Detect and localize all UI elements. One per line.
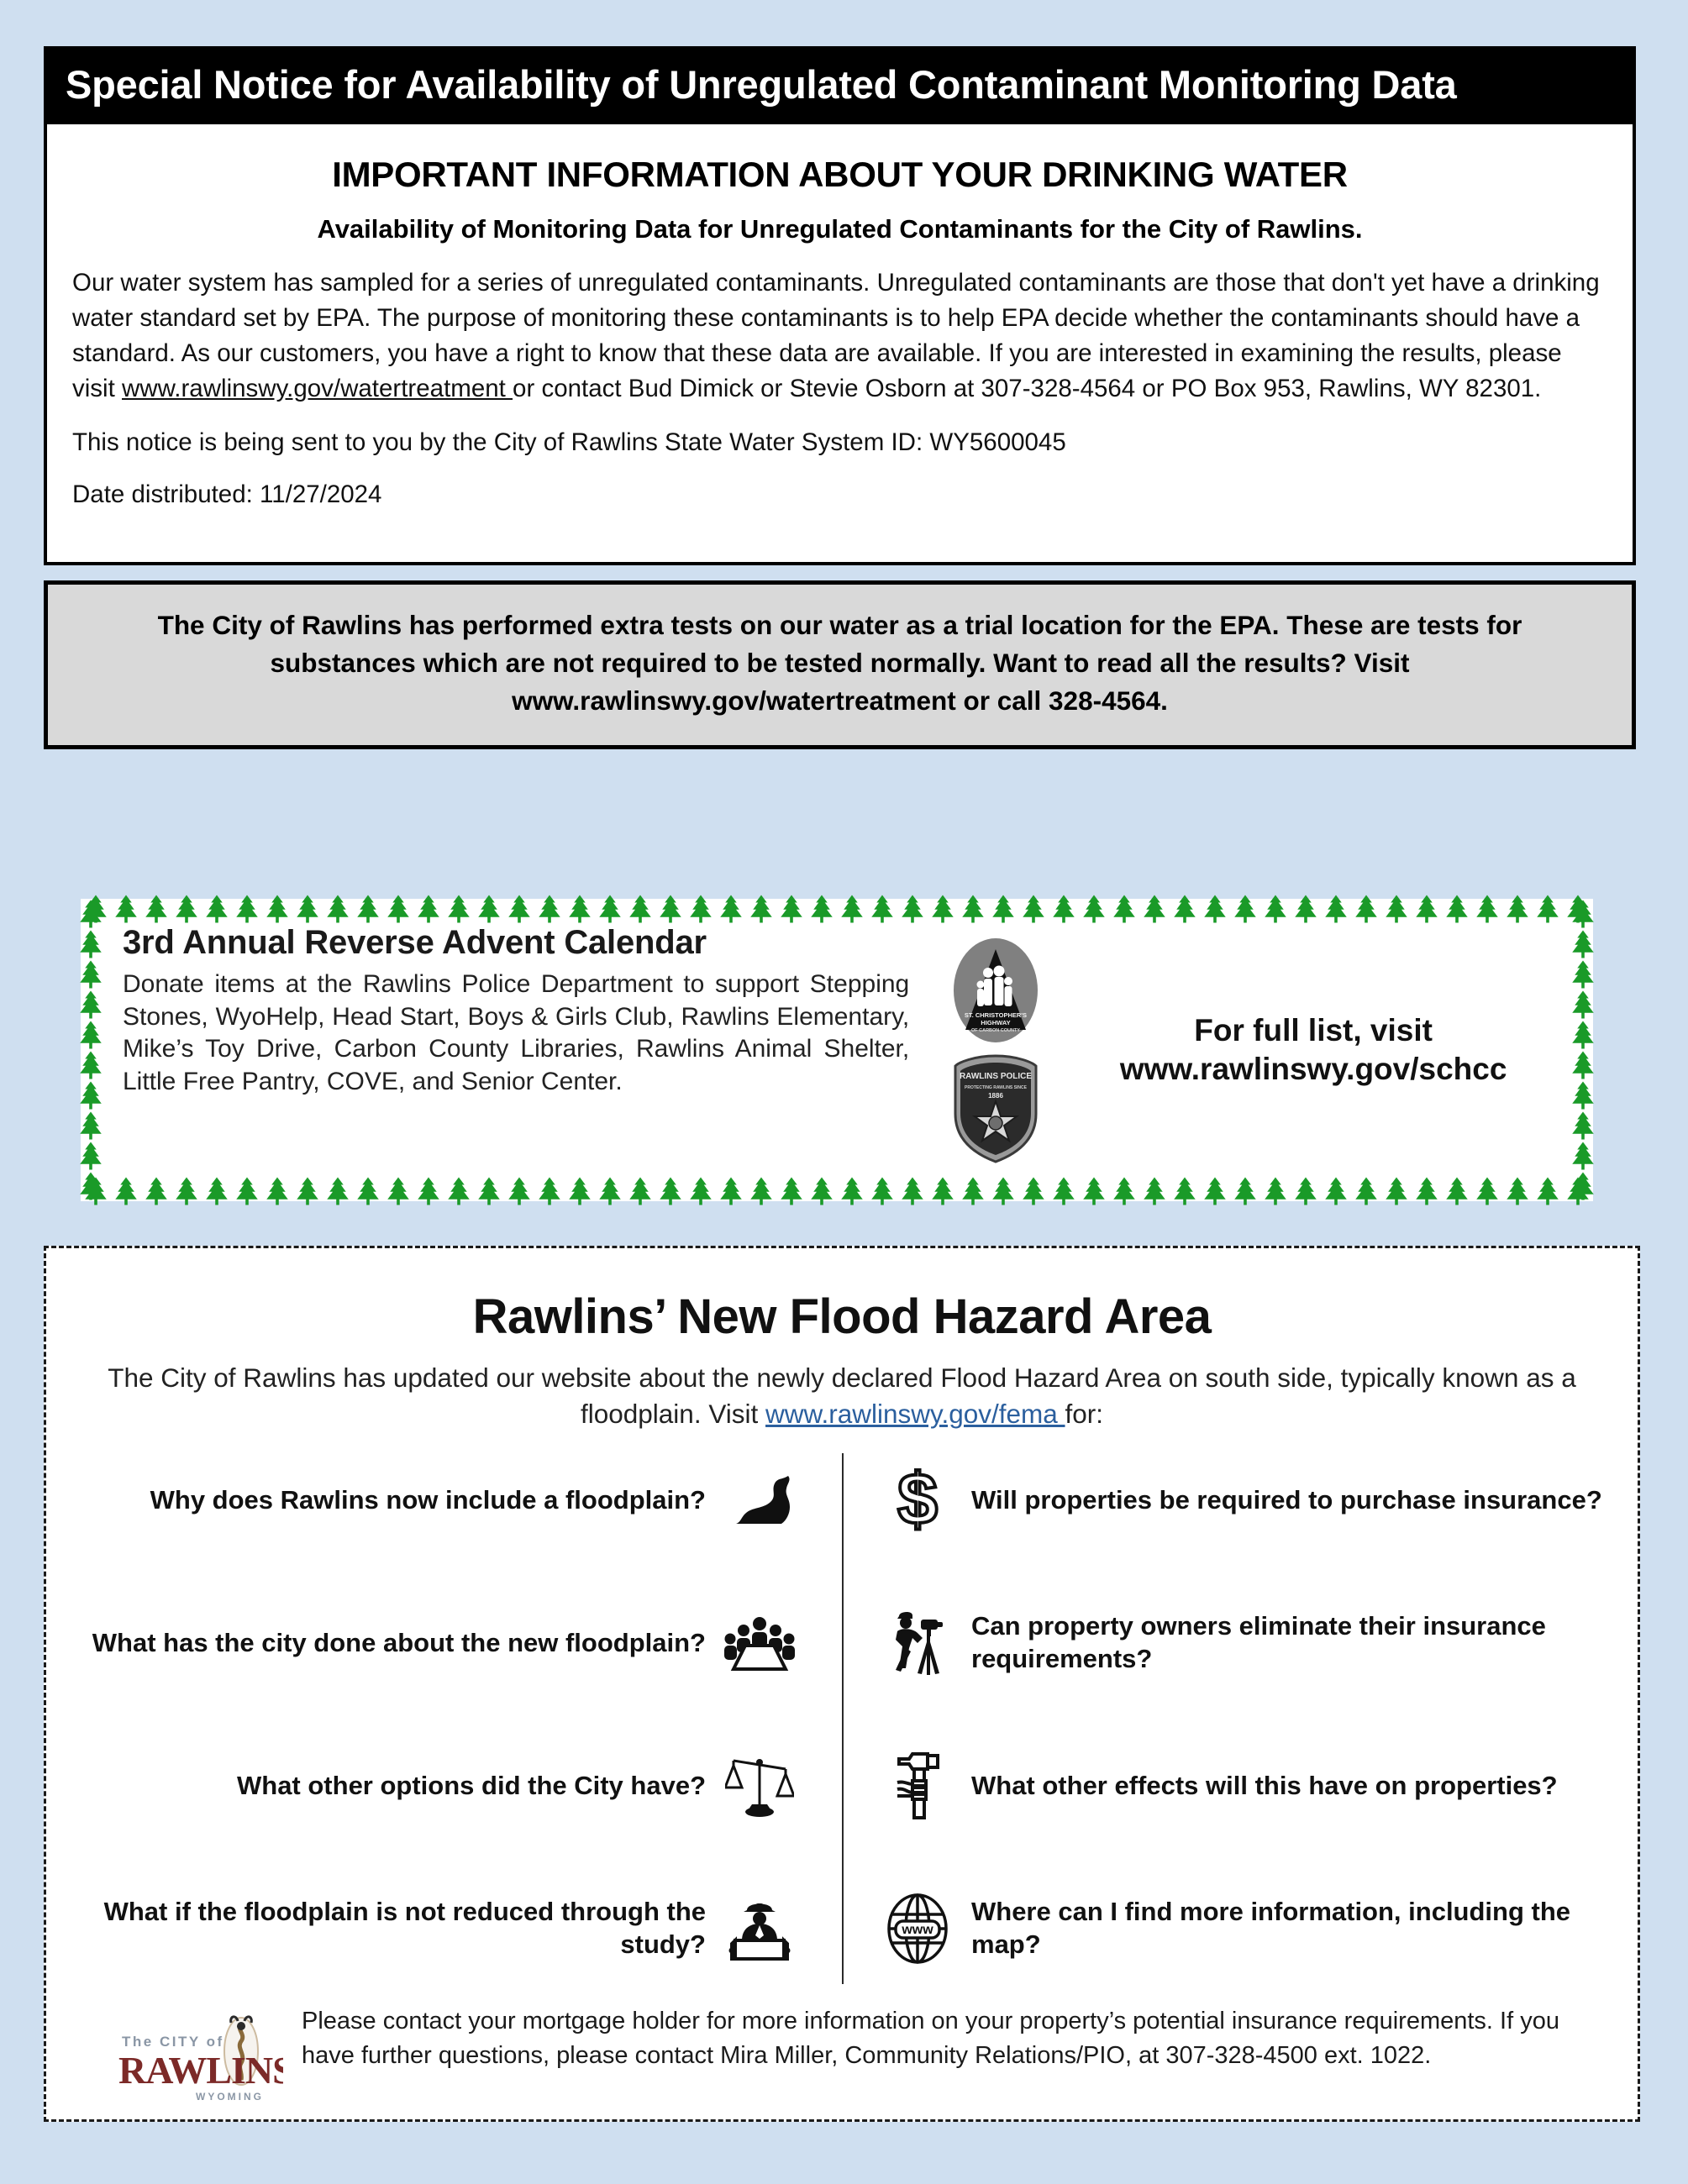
pine-tree-icon [1568, 1171, 1598, 1201]
surveyor-tripod-icon [879, 1604, 956, 1682]
pine-tree-icon [474, 1176, 504, 1206]
pine-tree-icon [1018, 894, 1049, 924]
pine-tree-icon [1502, 894, 1533, 924]
pine-tree-icon [202, 894, 232, 924]
pine-tree-icon [746, 894, 776, 924]
pine-tree-icon [1412, 1176, 1442, 1206]
flood-question-item [80, 1890, 842, 1967]
pine-tree-icon [292, 1176, 323, 1206]
rawlins-police-badge [949, 1053, 1043, 1164]
pine-tree-icon [1139, 1176, 1170, 1206]
pine-tree-icon [383, 894, 413, 924]
pine-tree-icon [1291, 894, 1321, 924]
pine-tree-icon [534, 1176, 565, 1206]
pine-tree-icon [1351, 894, 1381, 924]
pine-tree-icon [867, 894, 897, 924]
pine-tree-icon [1568, 990, 1598, 1020]
column-divider [842, 1453, 844, 1984]
pine-tree-icon [1568, 929, 1598, 959]
pine-tree-icon [1502, 1176, 1533, 1206]
pine-tree-icon [232, 1176, 262, 1206]
pine-tree-icon [1321, 894, 1351, 924]
pine-tree-icon [292, 894, 323, 924]
pine-tree-icon [76, 1141, 106, 1171]
tree-border-bottom [81, 1176, 1593, 1206]
notice-header-banner: Special Notice for Availability of Unregulated Contaminant Monitoring Data [44, 46, 1636, 124]
pine-tree-icon [1049, 1176, 1079, 1206]
flood-question-item [842, 1604, 1604, 1682]
flood-title: Rawlins’ New Flood Hazard Area [472, 1289, 1212, 1344]
svg-text:$: $ [897, 1461, 938, 1539]
pine-tree-icon [1139, 894, 1170, 924]
pine-tree-icon [141, 894, 171, 924]
pine-tree-icon [504, 894, 534, 924]
pine-tree-icon [504, 1176, 534, 1206]
pine-tree-icon [1321, 1176, 1351, 1206]
pine-tree-icon [353, 1176, 383, 1206]
pine-tree-icon [776, 1176, 807, 1206]
pine-tree-icon [595, 894, 625, 924]
svg-text:1886: 1886 [988, 1092, 1004, 1100]
pine-tree-icon [76, 959, 106, 990]
pine-tree-icon [897, 1176, 928, 1206]
globe-www-icon [879, 1890, 956, 1967]
pine-tree-icon [353, 894, 383, 924]
pine-tree-icon [1049, 894, 1079, 924]
advent-cta-url[interactable]: www.rawlinswy.gov/schcc [1119, 1052, 1507, 1086]
pine-tree-icon [625, 1176, 655, 1206]
flood-question-text: What other effects will this have on properties? [971, 1770, 1558, 1800]
svg-text:OF CARBON COUNTY: OF CARBON COUNTY [971, 1028, 1021, 1033]
pine-tree-icon [262, 1176, 292, 1206]
pine-tree-icon [76, 1110, 106, 1141]
pine-tree-icon [111, 1176, 141, 1206]
flood-intro-part2: for: [1065, 1399, 1104, 1430]
pine-tree-icon [76, 899, 106, 929]
flood-intro-part1: The City of Rawlins has updated our website about the newly declared Flood Hazard Area on south side, typically known as a floodplain. Visit [108, 1362, 1576, 1430]
pine-tree-icon [1018, 1176, 1049, 1206]
pine-tree-icon [655, 894, 686, 924]
pine-tree-icon [1563, 894, 1593, 924]
pine-tree-icon [534, 894, 565, 924]
pine-tree-icon [413, 894, 444, 924]
engineer-with-plans-icon [721, 1890, 798, 1967]
scales-of-justice-icon [721, 1747, 798, 1824]
flood-question-text: What has the city done about the new floodplain? [92, 1627, 706, 1657]
svg-text:RAWLINS: RAWLINS [118, 2048, 283, 2092]
pine-tree-icon [111, 894, 141, 924]
flood-question-item [842, 1890, 1604, 1967]
flood-question-text: Why does Rawlins now include a floodplain? [150, 1484, 706, 1515]
pine-tree-icon [807, 894, 837, 924]
notice-callout-box: The City of Rawlins has performed extra tests on our water as a trial location for the EPA. These are tests for substances which are not required to be tested normally. Want to read all the results? Visit www.rawlinswy.gov/watertreatment or call 328-4564. [44, 580, 1636, 748]
pine-tree-icon [1412, 894, 1442, 924]
watertreatment-link[interactable]: www.rawlinswy.gov/watertreatment [122, 374, 513, 402]
svg-text:HIGHWAY: HIGHWAY [981, 1019, 1011, 1026]
pine-tree-icon [141, 1176, 171, 1206]
pine-tree-icon [928, 1176, 958, 1206]
pine-tree-icon [1351, 1176, 1381, 1206]
pine-tree-icon [1568, 1020, 1598, 1050]
flood-question-item [80, 1462, 842, 1539]
pine-tree-icon [1170, 1176, 1200, 1206]
svg-text:ST. CHRISTOPHER'S: ST. CHRISTOPHER'S [965, 1011, 1028, 1019]
pine-tree-icon [565, 894, 595, 924]
pine-tree-icon [776, 894, 807, 924]
pine-tree-icon [1563, 1176, 1593, 1206]
pine-tree-icon [1170, 894, 1200, 924]
pine-tree-icon [1260, 1176, 1291, 1206]
dollar-sign-icon [879, 1462, 956, 1539]
svg-text:www: www [902, 1922, 933, 1937]
flood-footer-text: Please contact your mortgage holder for more information on your property’s potential insurance requirements. If you have further questions, please contact Mira Miller, Community Relations/PIO, at 307-328-4500 ext. 1022. [302, 2007, 1559, 2069]
flood-question-text: What other options did the City have? [237, 1770, 706, 1800]
pine-tree-icon [76, 1080, 106, 1110]
flood-question-item [80, 1747, 842, 1824]
pine-tree-icon [928, 894, 958, 924]
pine-tree-icon [686, 894, 716, 924]
flood-question-item [842, 1462, 1604, 1539]
pine-tree-icon [1200, 1176, 1230, 1206]
pine-tree-icon [1381, 1176, 1412, 1206]
pine-tree-icon [1109, 1176, 1139, 1206]
pine-tree-icon [595, 1176, 625, 1206]
pine-tree-icon [202, 1176, 232, 1206]
pine-tree-icon [1568, 959, 1598, 990]
advent-cta-line1: For full list, visit [1194, 1012, 1433, 1047]
advent-body-text: Donate items at the Rawlins Police Department to support Stepping Stones, WyoHelp, Head Start, Boys & Girls Club, Rawlins Elementary, Mike’s Toy Drive, Carbon County Libraries, Rawlins Animal Shelter, Little Free Pantry, COVE, and Senior Center. [123, 970, 910, 1096]
pine-tree-icon [1079, 894, 1109, 924]
pine-tree-icon [837, 894, 867, 924]
flood-question-text: What if the floodplain is not reduced through the study? [103, 1897, 706, 1959]
pine-tree-icon [716, 894, 746, 924]
flood-footer [80, 2001, 1604, 2121]
pine-tree-icon [474, 894, 504, 924]
st-christophers-highway-logo [946, 936, 1045, 1045]
pine-tree-icon [76, 1020, 106, 1050]
pine-tree-icon [1109, 894, 1139, 924]
flood-hazard-block [44, 1246, 1640, 2122]
pine-tree-icon [625, 894, 655, 924]
advent-cta [1059, 1011, 1563, 1089]
pine-tree-icon [716, 1176, 746, 1206]
flood-question-text: Can property owners eliminate their insurance requirements? [971, 1611, 1546, 1673]
pine-tree-icon [988, 894, 1018, 924]
pine-tree-icon [1381, 894, 1412, 924]
pine-tree-icon [76, 1050, 106, 1080]
pine-tree-icon [76, 929, 106, 959]
flood-question-item [80, 1604, 842, 1682]
reverse-advent-calendar-block [81, 899, 1593, 1201]
pine-tree-icon [958, 894, 988, 924]
pine-tree-icon [1568, 1141, 1598, 1171]
water-notice-block [44, 46, 1636, 749]
pine-tree-icon [76, 990, 106, 1020]
pine-tree-icon [1472, 1176, 1502, 1206]
pine-tree-icon [444, 1176, 474, 1206]
pine-tree-icon [76, 1171, 106, 1201]
notice-system-id-line: This notice is being sent to you by the City of Rawlins State Water System ID: WY5600045 [72, 428, 1066, 456]
notice-body [44, 124, 1636, 565]
pine-tree-icon [1230, 894, 1260, 924]
pine-tree-icon [1568, 1110, 1598, 1141]
community-meeting-icon [721, 1604, 798, 1682]
pine-tree-icon [81, 1176, 111, 1206]
flood-intro [103, 1360, 1581, 1433]
floodplain-shape-icon [721, 1462, 798, 1539]
notice-main-title: IMPORTANT INFORMATION ABOUT YOUR DRINKING WATER [332, 155, 1348, 194]
pine-tree-icon [1200, 894, 1230, 924]
advent-title: 3rd Annual Reverse Advent Calendar [123, 924, 707, 961]
pine-tree-icon [1568, 1050, 1598, 1080]
pine-tree-icon [1230, 1176, 1260, 1206]
pine-tree-icon [746, 1176, 776, 1206]
pine-tree-icon [1568, 1080, 1598, 1110]
city-of-rawlins-logo [115, 2001, 283, 2121]
pine-tree-icon [323, 894, 353, 924]
pine-tree-icon [1260, 894, 1291, 924]
svg-text:The CITY of: The CITY of [122, 2033, 224, 2050]
notice-paragraph-part1: Our water system has sampled for a series of unregulated contaminants. Unregulated contaminants are those that don't yet have a drinking water standard set by EPA. The purpose of monitoring these contaminants is to help EPA decide whether the contaminants should have a standard. As our customers, you have a right to know that these data are available. If you are interested in examining the results, please visit [72, 269, 1600, 402]
pine-tree-icon [867, 1176, 897, 1206]
pine-tree-icon [171, 894, 202, 924]
pine-tree-icon [81, 894, 111, 924]
flood-questions-right [842, 1452, 1604, 1989]
pine-tree-icon [837, 1176, 867, 1206]
advent-text-column [111, 924, 924, 1176]
pine-tree-icon [1568, 899, 1598, 929]
pine-tree-icon [323, 1176, 353, 1206]
tree-border-top [81, 894, 1593, 924]
svg-text:WYOMING: WYOMING [196, 2090, 264, 2103]
tree-border-left [76, 899, 106, 1201]
flood-question-text: Will properties be required to purchase insurance? [971, 1484, 1602, 1515]
pine-tree-icon [655, 1176, 686, 1206]
pine-tree-icon [1533, 1176, 1563, 1206]
pine-tree-icon [1472, 894, 1502, 924]
pine-tree-icon [1079, 1176, 1109, 1206]
pine-tree-icon [1291, 1176, 1321, 1206]
svg-text:RAWLINS POLICE: RAWLINS POLICE [960, 1072, 1033, 1081]
notice-paragraph-part2: or contact Bud Dimick or Stevie Osborn at 307-328-4564 or PO Box 953, Rawlins, WY 82301. [513, 374, 1542, 402]
pine-tree-icon [897, 894, 928, 924]
pine-tree-icon [958, 1176, 988, 1206]
pine-tree-icon [444, 894, 474, 924]
advent-logos [933, 936, 1059, 1164]
pine-tree-icon [383, 1176, 413, 1206]
pine-tree-icon [1533, 894, 1563, 924]
tree-border-right [1568, 899, 1598, 1201]
svg-text:PROTECTING RAWLINS SINCE: PROTECTING RAWLINS SINCE [965, 1085, 1028, 1090]
notice-paragraph [72, 265, 1607, 407]
advent-content [111, 924, 1563, 1176]
flood-question-item [842, 1747, 1604, 1824]
pine-tree-icon [807, 1176, 837, 1206]
pine-tree-icon [1442, 894, 1472, 924]
pine-tree-icon [565, 1176, 595, 1206]
flood-questions-left [80, 1452, 842, 1989]
flood-questions-grid [80, 1452, 1604, 1989]
flood-question-text: Where can I find more information, including the map? [971, 1897, 1571, 1959]
advent-logo-cta-column [924, 924, 1563, 1176]
pine-tree-icon [262, 894, 292, 924]
pine-tree-icon [1442, 1176, 1472, 1206]
notice-subtitle: Availability of Monitoring Data for Unregulated Contaminants for the City of Rawlins. [317, 214, 1363, 244]
pine-tree-icon [686, 1176, 716, 1206]
pine-tree-icon [171, 1176, 202, 1206]
pine-tree-icon [988, 1176, 1018, 1206]
fema-link[interactable]: www.rawlinswy.gov/fema [765, 1399, 1065, 1430]
pine-tree-icon [413, 1176, 444, 1206]
notice-date-line: Date distributed: 11/27/2024 [72, 480, 382, 508]
fire-hydrant-icon [879, 1747, 956, 1824]
pine-tree-icon [232, 894, 262, 924]
